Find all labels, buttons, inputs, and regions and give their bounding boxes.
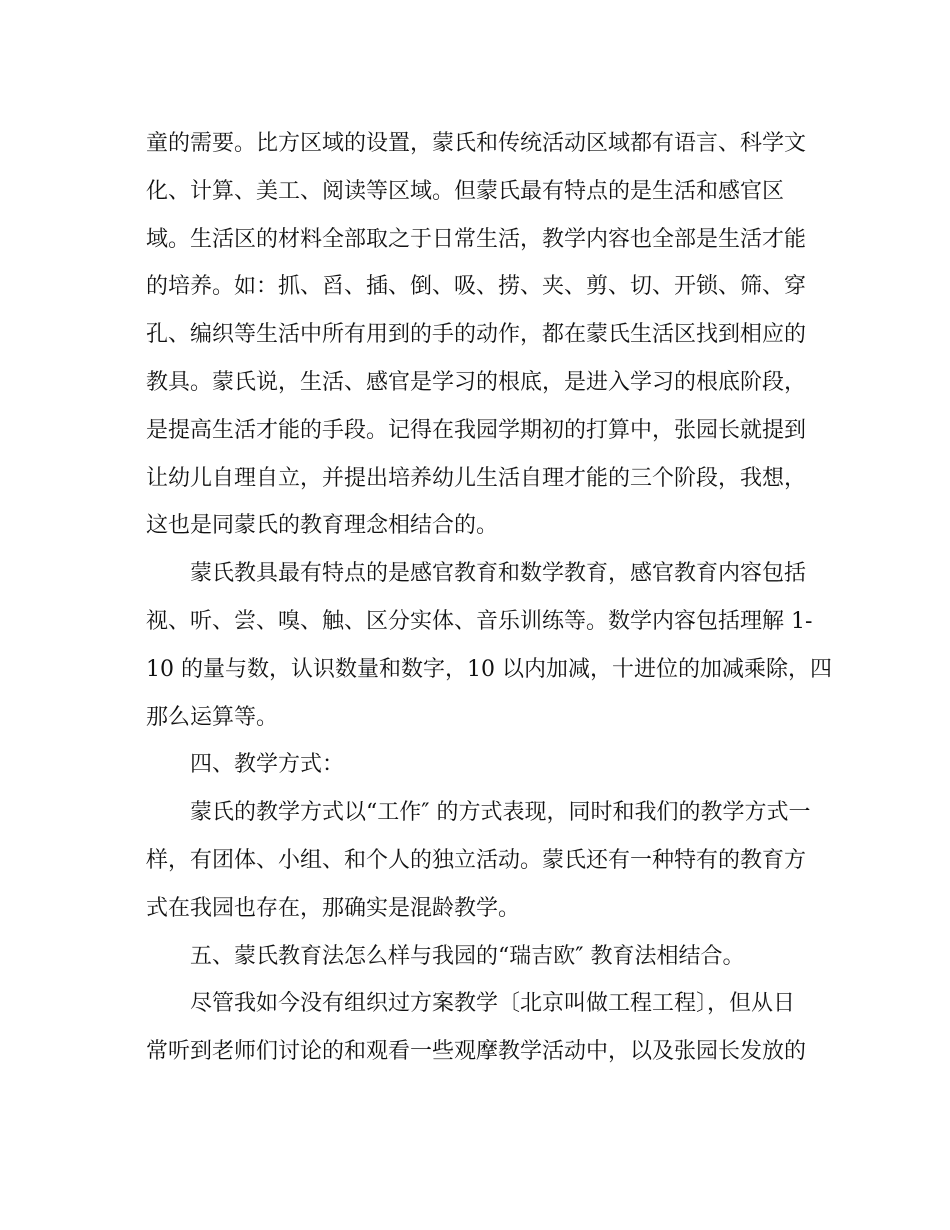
section-heading: 五、蒙氏教育法怎么样与我园的“瑞吉欧″ 教育法相结合。 [190,943,745,969]
paragraph-start-line: 蒙氏的教学方式以“工作″ 的方式表现，同时和我们的教学方式一 [190,800,811,826]
text-line: 化、计算、美工、阅读等区域。但蒙氏最有特点的是生活和感官区 [146,178,785,204]
text-line: 这也是同蒙氏的教育理念相结合的。 [146,513,499,539]
text-line: 让幼儿自理自立，并提出培养幼儿生活自理才能的三个阶段，我想， [146,465,807,491]
text-line: 视、听、尝、嗅、触、区分实体、音乐训练等。数学内容包括理解 1- [146,608,813,634]
text-line: 是提高生活才能的手段。记得在我园学期初的打算中，张园长就提到 [146,417,807,443]
section-heading: 四、教学方式： [190,752,345,778]
text-line: 的培养。如：抓、舀、插、倒、吸、捞、夹、剪、切、开锁、筛、穿 [146,274,807,300]
document-body [146,120,832,1076]
paragraph-start-line: 蒙氏教具最有特点的是感官教育和数学教育，感官教育内容包括 [190,561,807,587]
text-line: 10 的量与数，认识数量和数字，10 以内加减，十进位的加减乘除，四 [146,656,832,682]
paragraph-start-line: 尽管我如今没有组织过方案教学〔北京叫做工程工程〕，但从日 [190,991,796,1017]
text-line: 教具。蒙氏说，生活、感官是学习的根底，是进入学习的根底阶段， [146,369,807,395]
text-line: 域。生活区的材料全部取之于日常生活，教学内容也全部是生活才能 [146,226,807,252]
text-line: 孔、编织等生活中所有用到的手的动作，都在蒙氏生活区找到相应的 [146,322,807,348]
text-line: 童的需要。比方区域的设置，蒙氏和传统活动区域都有语言、科学文 [146,131,807,156]
text-line: 式在我园也存在，那确实是混龄教学。 [146,895,521,921]
text-line: 常听到老师们讨论的和观看一些观摩教学活动中，以及张园长发放的 [146,1039,807,1065]
text-line: 样，有团体、小组、和个人的独立活动。蒙氏还有一种特有的教育方 [146,847,807,873]
text-line: 那么运算等。 [146,704,279,730]
